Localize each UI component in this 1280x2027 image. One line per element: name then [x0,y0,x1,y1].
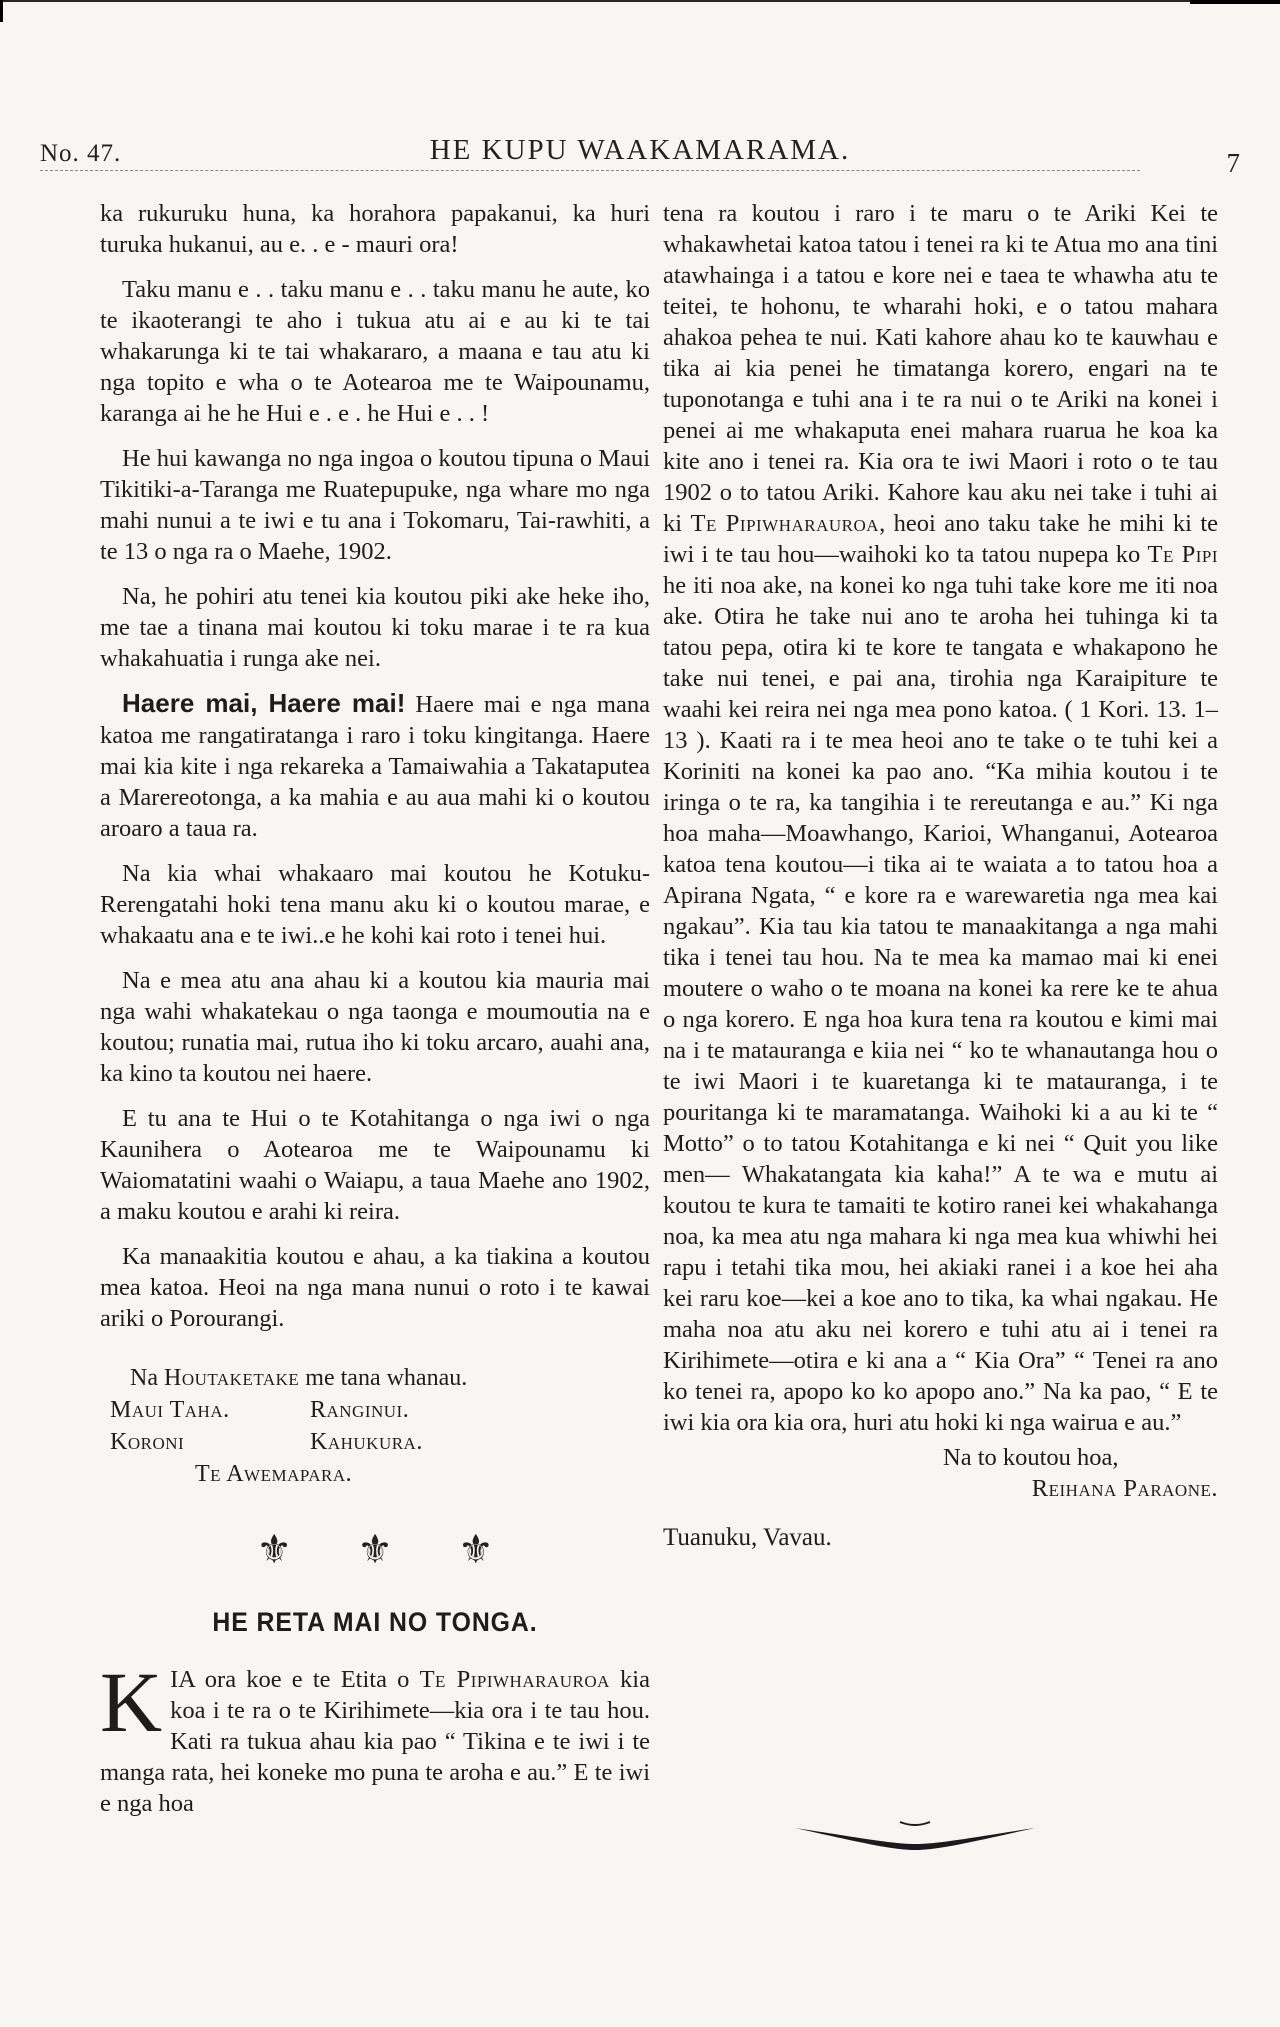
signature-row [100,1426,650,1458]
paragraph-text: , heoi ano taku take he mihi ki te iwi i te tau hou—waihoki ko ta tatou nupepa ko [663,510,1219,568]
paragraph-text: IA ora koe e te Etita o [170,1666,420,1693]
signature-name: Ranginui. [310,1397,410,1423]
closing-line: Na to koutou hoa, [943,1444,1119,1471]
right-column [663,198,1218,1553]
top-border [0,0,1280,6]
left-column [100,198,650,1819]
paragraph: Na e mea atu ana ahau ki a koutou kia mauria mai nga wahi whakatekau o nga taonga e moumoutia na e koutou; runatia mai, rutua iho ki toku arcaro, auahi ana, ka kino ta koutou nei haere. [100,967,650,1087]
corner-mark-left [0,0,3,22]
flourish-ornament-icon [790,1810,1040,1850]
signature-text: me tana whanau. [299,1365,468,1391]
signature-line [100,1362,650,1394]
paragraph: Na, he pohiri atu tenei kia koutou piki ake heke iho, me tae a tinana mai koutou ki toku marae i te ra kua whakahuatia i runga ake nei. [100,583,650,672]
signature-block [100,1362,650,1490]
signature-row [100,1394,650,1426]
signature-name: Te Awemapara. [195,1461,353,1487]
corner-mark-right [1190,0,1280,4]
newspaper-name: Te Pipi [1147,541,1218,568]
paragraph: E tu ana te Hui o te Kotahitanga o nga iwi o nga Kaunihera o Aotearoa me te Waipounamu ki Waiomatatini waahi o Waiapu, a taua Maehe ano 1902, a maku koutou e arahi ki reira. [100,1105,650,1225]
signature-name: Houtaketake [163,1365,300,1391]
newspaper-name: Te Pipiwharauroa [690,510,880,537]
paragraph: Ka manaakitia koutou e ahau, a ka tiakina a koutou mea katoa. Heoi na nga mana nunui o roto i te kawai ariki o Porourangi. [100,1243,650,1332]
page-number: 7 [1226,148,1240,178]
page-header [40,134,1240,178]
paragraph-text: tena ra koutou i raro i te maru o te Ariki Kei te whakawhetai katoa tatou i tenei ra ki te Atua mo ana tini atawhainga i a tatou e kore nei e taea te whawha atu te teitei, te hohonu, te wharahi hoki, e o tatou mahara ahakoa pehea te nui. Kati kahore ahau ko te kauwhau e tika ai kia penei he timatanga korero, engari na te tuponotanga e tuhi ana i te ra nui o te Ariki na konei i penei ai me whakaputa enei mahara ruarua he koa ka kite ano i tenei ra. Kia ora te iwi Maori i roto o te tau 1902 o to tatou Ariki. Kahore kau aku nei take i tuhi ai ki [663,200,1218,537]
paragraph: Na kia whai whakaaro mai koutou he Kotuku-Rerengatahi hoki tena manu aku ki o koutou marae, e whakaatu ana e te iwi..e he kohi kai roto i tenei hui. [100,860,650,949]
signature-name: Kahukura. [310,1429,423,1455]
letter-opening [100,1654,650,1819]
newspaper-name: Te Pipiwharauroa [419,1666,610,1693]
paragraph: He hui kawanga no nga ingoa o koutou tipuna o Maui Tikitiki-a-Taranga me Ruatepupuke, nga whare mo nga mahi nunui a te iwi e tu ana i Tokomaru, Tai-rawhiti, a te 13 o nga ra o Maehe, 1902. [100,445,651,565]
fleuron-divider [100,1527,650,1572]
paragraph [100,688,650,844]
header-rule [40,170,1140,171]
signature-name: Maui Taha. [110,1397,230,1423]
haere-mai-heading: Haere mai, Haere mai! [122,688,406,718]
fleuron-icon: ⚜ [357,1527,393,1572]
section-heading: HE RETA MAI NO TONGA. [212,1607,538,1637]
signature-text: Na [130,1365,164,1391]
issue-number: No. 47. [40,140,122,167]
signature-name: Koroni [110,1429,185,1455]
paragraph: Taku manu e . . taku manu e . . taku manu he aute, ko te ikaoterangi te aho i tukua atu ai e au ki te tai whakarunga ki te tai whakararo, a maana e tau atu ki nga topito e wha o te Aotearoa me te Waipounamu, karanga ai he he Hui e . e . he Hui e . . ! [100,276,650,427]
place-line: Tuanuku, Vavau. [663,1524,832,1551]
page-title: HE KUPU WAAKAMARAMA. [429,134,851,166]
paragraph [663,198,1218,1438]
paragraph-text: kia koa i te ra o te Kirihimete—kia ora i te tau hou. Kati ra tukua ahau kia pao “ Tikina e te iwi i te manga rata, hei koneke mo puna te aroha e au.” E te iwi e nga hoa [100,1666,650,1817]
paragraph: ka rukuruku huna, ka horahora papakanui, ka huri turuka hukanui, au e. . e - mauri ora! [100,200,650,258]
drop-cap: K [100,1654,163,1750]
fleuron-icon: ⚜ [256,1527,293,1572]
fleuron-icon: ⚜ [457,1527,494,1572]
author-name: Reihana Paraone. [1031,1475,1218,1502]
closing-block [663,1442,1218,1504]
paragraph-text: he iti noa ake, na konei ko nga tuhi take kore me iti noa ake. Otira he take nui ano te aroha hei tuhinga ki ta tatou pepa, otira ki te kore te tangata e whakapono he take nui tenei, e pai ana, tirohia nga Karaipiture te waahi kei reira nei nga mea pono katoa. ( 1 Kori. 13. 1–13 ). Kaati ra i te mea heoi ano te take o te tuhi kei a Koriniti na konei ka pao ano. “Ka mihia koutou i te iringa o te ra, ka tangihia i te rereutanga e au.” Ki nga hoa maha—Moawhango, Karioi, Whanganui, Aotearoa katoa tena koutou—i tika ai te waiata a to tatou hoa a Apirana Ngata, “ e kore ra e warewaretia nga mea kai ngakau”. Kia tau kia tatou te manaakitanga a nga mahi tika i tenei tau hou. Na te mea ka mamao mai ki enei moutere o waho o te moana na konei ka rere ke te ahua o nga korero. E nga hoa kura tena ra koutou e kimi mai na i te matauranga e kiia nei “ ko te whanautanga hou o te iwi Maori i te kuaretanga ki te matauranga, i te pouritanga ki te maramatanga. Waihoki ki a au ki te “ Motto” o to tatou Kotahitanga e ki nei “ Quit you like men— Whakatangata kia kaha!” A te wa e mutu ai koutou te kura te tamaiti te kotiro ranei kei whakahanga noa, ka mea atu nga mahara ki nga mea kua whiwhi hei rapu i tetahi tika mou, hei akiaki ranei i a koe hei aha kei raru koe—kei a koe ano to tika, ka whai ngakau. He maha noa atu aku nei korero e tuhi atu ai i tenei ra Kirihimete—otira e ki ana a “ Kia Ora” “ Tenei ra ano ko tenei ra, apopo ko ko apopo ano.” Na ka pao, “ E te iwi kia ora kia ora, huri atu hoki ki nga wairua e au.” [663,572,1218,1436]
paragraph-text: Haere mai e nga mana katoa me rangatiratanga i raro i toku kingitanga. Haere mai kia kite i nga rekareka a Tamaiwahia a Takataputea a Marereotonga, a ka mahia e au aua mahi ki o koutou aroaro a taua ra. [100,691,650,842]
